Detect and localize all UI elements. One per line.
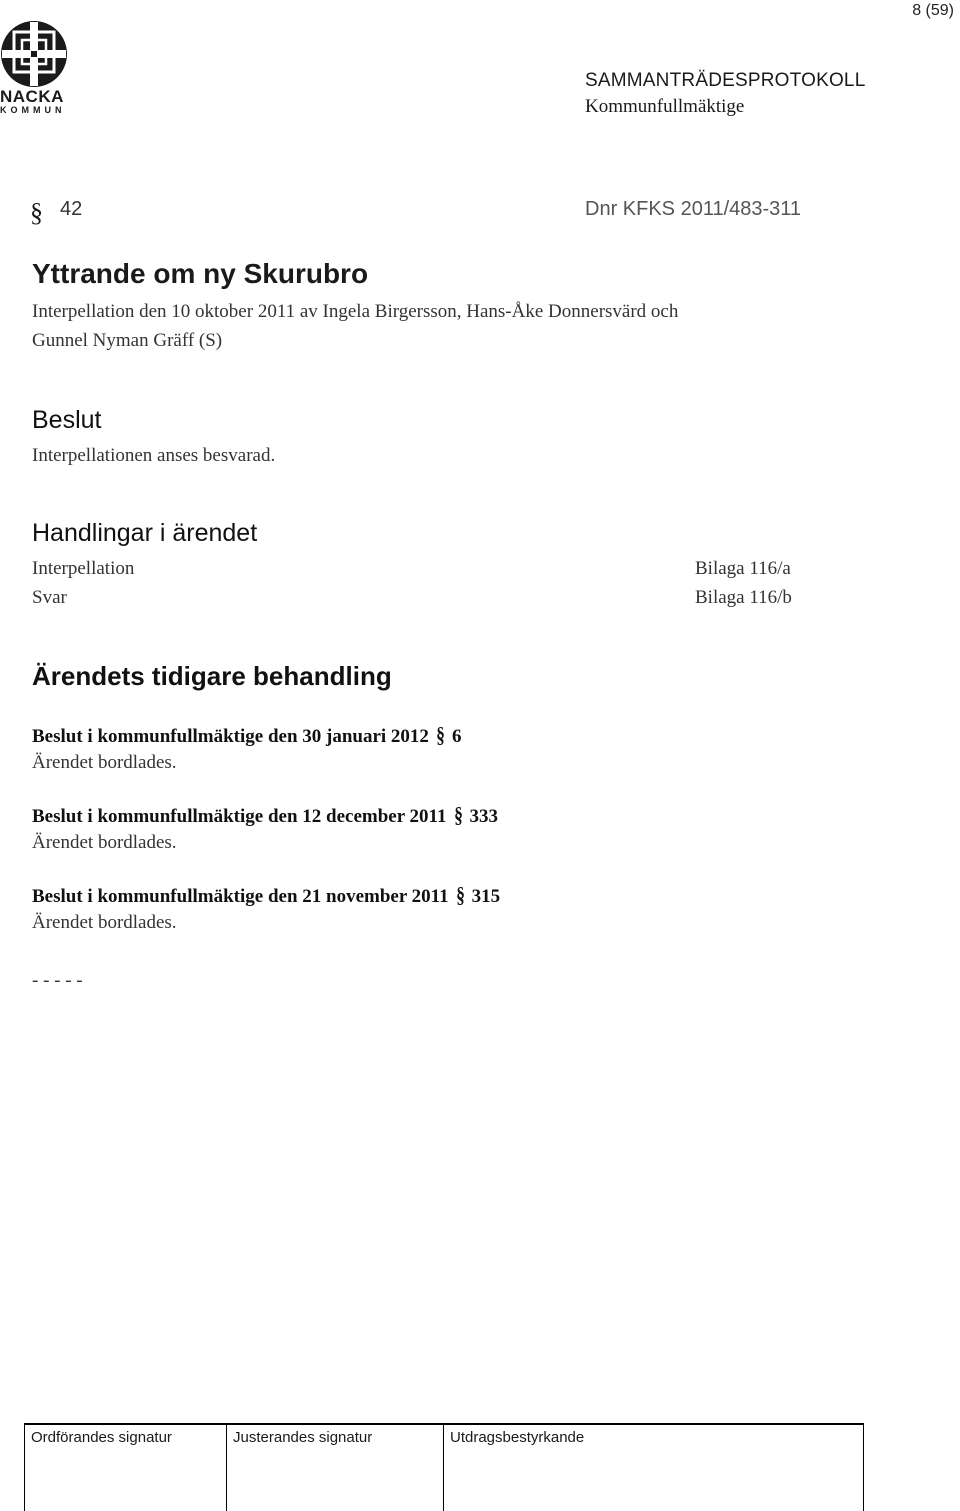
history-item-2-text: Ärendet bordlades. [32, 832, 177, 853]
history-item-2-symbol: § [453, 802, 463, 827]
history-item-3-title [32, 882, 500, 908]
logo-line-1: NACKA [0, 87, 64, 106]
signature-cell-utdrag [444, 1425, 861, 1511]
logo-line-2: KOMMUN [0, 105, 66, 115]
paragraph-number: 42 [60, 198, 83, 220]
handling-ref-2: Bilaga 116/b [695, 587, 792, 608]
nacka-emblem-icon [0, 18, 72, 90]
handling-ref-1: Bilaga 116/a [695, 558, 791, 579]
signature-cell-ordforande [25, 1425, 227, 1511]
intro-line-1: Interpellation den 10 oktober 2011 av Ingela Birgersson, Hans-Åke Donnersvärd och [32, 301, 679, 322]
handling-name-2: Svar [32, 587, 67, 608]
intro-line-2: Gunnel Nyman Gräff (S) [32, 330, 223, 351]
handlingar-heading: Handlingar i ärendet [32, 519, 258, 547]
signature-label-justerandes: Justerandes signatur [233, 1429, 373, 1446]
history-item-3-symbol: § [455, 882, 465, 907]
handling-name-1: Interpellation [32, 558, 135, 579]
signature-label-ordforande: Ordförandes signatur [31, 1429, 172, 1446]
beslut-heading: Beslut [32, 406, 102, 434]
page-number: 8 (59) [912, 2, 954, 19]
page-title: Yttrande om ny Skurubro [32, 258, 369, 289]
signature-label-utdrag: Utdragsbestyrkande [450, 1429, 585, 1446]
tidigare-heading: Ärendets tidigare behandling [32, 661, 392, 691]
history-item-3-text: Ärendet bordlades. [32, 912, 177, 933]
history-item-2-title-text: Beslut i kommunfullmäktige den 12 december 2011 [32, 806, 447, 827]
history-item-3-title-text: Beslut i kommunfullmäktige den 21 november 2011 [32, 886, 449, 907]
signature-cell-justerandes [227, 1425, 444, 1511]
history-item-3-num: 315 [471, 886, 501, 907]
history-item-1-title [32, 722, 461, 748]
paragraph-symbol: § [30, 198, 43, 227]
history-item-1-title-text: Beslut i kommunfullmäktige den 30 januari 2012 [32, 726, 429, 747]
history-item-1-symbol: § [436, 722, 445, 747]
history-item-2-num: 333 [469, 806, 498, 827]
history-item-2-title [32, 802, 498, 828]
protocol-title: SAMMANTRÄDESPROTOKOLL [585, 70, 866, 91]
signature-table [24, 1423, 864, 1511]
history-item-1-text: Ärendet bordlades. [32, 752, 177, 773]
diary-number: Dnr KFKS 2011/483-311 [585, 198, 802, 220]
beslut-text: Interpellationen anses besvarad. [32, 445, 276, 466]
logo-text [0, 88, 72, 116]
protocol-subtitle: Kommunfullmäktige [585, 96, 745, 117]
separator-dashes: - - - - - [32, 970, 83, 991]
history-item-1-num: 6 [451, 726, 462, 747]
